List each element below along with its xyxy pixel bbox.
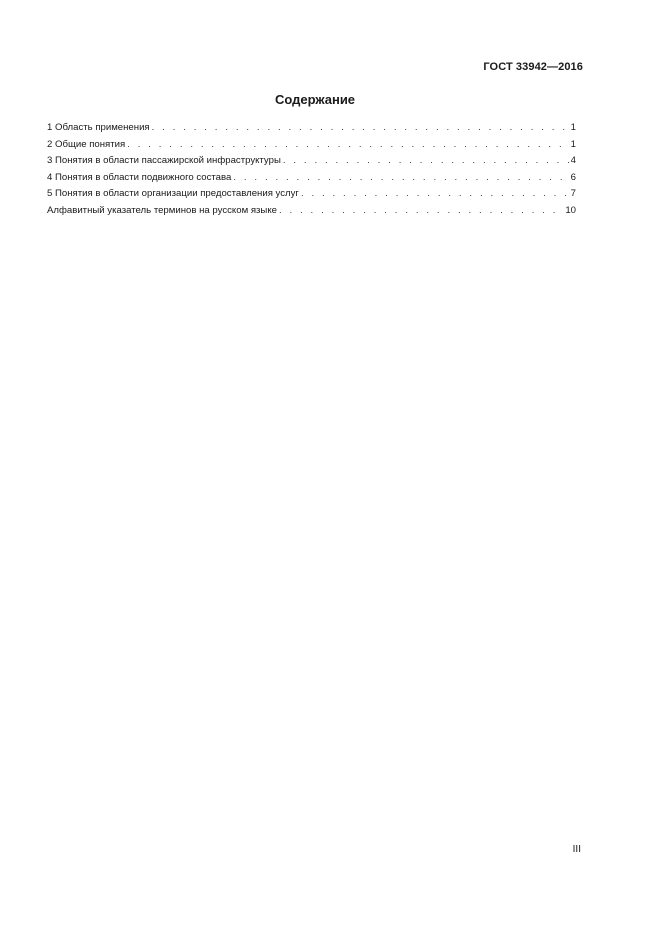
page-number: III	[572, 844, 581, 855]
toc-leader-dots	[301, 186, 570, 203]
toc-entry-page: 10	[565, 204, 576, 216]
toc-entry-page: 7	[570, 188, 576, 199]
toc-entry[interactable]	[47, 203, 576, 220]
toc-entry-label: Алфавитный указатель терминов на русском языке	[47, 204, 277, 216]
toc-entry-page: 6	[570, 171, 576, 183]
toc-title: Содержание	[274, 92, 356, 107]
toc-entry-label: 2 Общие понятия	[47, 138, 126, 150]
table-of-contents	[47, 120, 576, 219]
toc-entry-page: 1	[570, 138, 576, 150]
toc-entry[interactable]	[47, 186, 576, 203]
toc-entry[interactable]	[47, 153, 576, 170]
toc-leader-dots	[283, 153, 570, 170]
toc-entry-label: 5 Понятия в области организации предоставления услуг	[47, 188, 299, 199]
standard-code: ГОСТ 33942—2016	[483, 61, 583, 73]
toc-entry[interactable]	[47, 170, 576, 187]
toc-entry-label: 1 Область применения	[47, 122, 150, 133]
toc-leader-dots	[152, 120, 570, 137]
toc-entry[interactable]	[47, 120, 576, 137]
toc-entry-label: 3 Понятия в области пассажирской инфраструктуры	[47, 155, 281, 166]
toc-leader-dots	[233, 170, 569, 187]
toc-entry-page: 4	[570, 155, 576, 166]
toc-entry-page: 1	[570, 122, 576, 133]
toc-leader-dots	[127, 137, 569, 154]
toc-entry-label: 4 Понятия в области подвижного состава	[47, 171, 232, 183]
toc-leader-dots	[279, 203, 564, 220]
toc-entry[interactable]	[47, 137, 576, 154]
